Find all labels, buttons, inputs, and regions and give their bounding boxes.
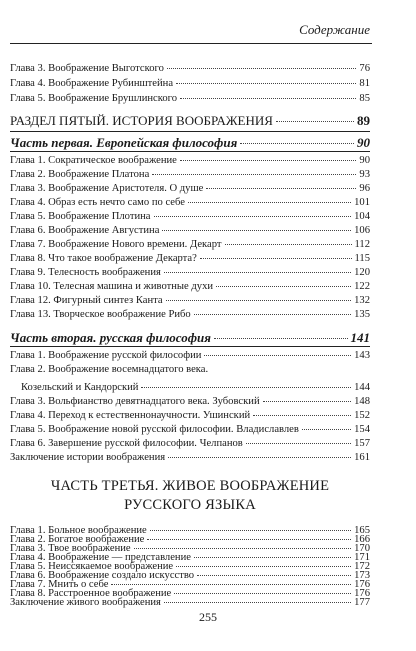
- dot-leader: [164, 271, 351, 273]
- entry-title: Глава 6. Воображение Августина: [10, 225, 160, 236]
- dot-leader: [176, 565, 351, 567]
- toc-entry: [10, 154, 370, 167]
- part-rule: [10, 346, 370, 347]
- entry-title: Глава 5. Воображение новой русской философии. Владиславлев: [10, 424, 299, 435]
- entry-title: Глава 13. Творческое воображение Рибо: [10, 309, 191, 320]
- dot-leader: [246, 442, 351, 444]
- dot-leader: [152, 173, 356, 175]
- entry-page: 157: [354, 438, 370, 449]
- page-number: 255: [199, 610, 217, 624]
- dot-leader: [166, 299, 352, 301]
- dot-leader: [154, 215, 352, 217]
- toc-entry: [10, 437, 370, 450]
- entry-page: 171: [354, 552, 370, 563]
- entry-title: Глава 1. Воображение русской философии: [10, 350, 202, 361]
- dot-leader: [253, 414, 351, 416]
- entry-page: 176: [354, 588, 370, 599]
- section-rule: [10, 131, 370, 132]
- entry-page: 144: [354, 382, 370, 393]
- entry-title: Глава 2. Воображение восемнадцатого века.: [10, 364, 209, 375]
- entry-page: 177: [354, 597, 370, 608]
- toc-entry: [10, 363, 370, 376]
- toc-entry: [10, 77, 370, 90]
- toc-entry: [10, 349, 370, 362]
- entry-page: 81: [359, 78, 370, 89]
- entry-page: 166: [354, 534, 370, 545]
- dot-leader: [174, 592, 351, 594]
- dot-leader: [214, 337, 348, 339]
- dot-leader: [216, 285, 351, 287]
- part-title: Часть первая. Европейская философия: [10, 135, 238, 150]
- toc-entry: [10, 182, 370, 195]
- dot-leader: [111, 583, 351, 585]
- entry-title: Глава 7. Воображение Нового времени. Декарт: [10, 239, 222, 250]
- entry-page: 172: [354, 561, 370, 572]
- part-page: 90: [357, 135, 370, 150]
- toc-entry: [10, 168, 370, 181]
- part-title: Часть вторая. русская философия: [10, 330, 211, 345]
- part-rule: [10, 151, 370, 152]
- entry-title: Глава 7. Мнить о себе: [10, 579, 109, 590]
- toc-entry: [10, 395, 370, 408]
- entry-title: Глава 4. Воображение — представление: [10, 552, 191, 563]
- entry-title: Заключение живого воображения: [10, 597, 161, 608]
- entry-page: 148: [354, 396, 370, 407]
- toc-entry: [10, 381, 370, 394]
- entry-page: 154: [354, 424, 370, 435]
- entry-title: Глава 8. Расстроенное воображение: [10, 588, 172, 599]
- running-head: Содержание: [299, 22, 370, 37]
- entry-page: 96: [359, 183, 370, 194]
- entry-page: 85: [359, 93, 370, 104]
- section-heading: [10, 113, 370, 129]
- entry-page: 176: [354, 579, 370, 590]
- header-rule: [10, 43, 372, 44]
- dot-leader: [162, 229, 351, 231]
- dot-leader: [188, 201, 351, 203]
- part-heading: [10, 330, 370, 346]
- dot-leader: [200, 257, 352, 259]
- entry-page: 90: [359, 155, 370, 166]
- toc-entry: [10, 280, 370, 293]
- dot-leader: [180, 97, 356, 99]
- entry-title: Глава 2. Богатое воображение: [10, 534, 145, 545]
- toc-entry: [10, 92, 370, 105]
- entry-title: Глава 5. Неиссякаемое воображение: [10, 561, 174, 572]
- entry-page: 135: [354, 309, 370, 320]
- toc-entry: [10, 596, 370, 609]
- entry-title: Глава 8. Что такое воображение Декарта?: [10, 253, 197, 264]
- entry-page: 152: [354, 410, 370, 421]
- entry-page: 173: [354, 570, 370, 581]
- part3-title-line1: ЧАСТЬ ТРЕТЬЯ. ЖИВОЕ ВООБРАЖЕНИЕ: [50, 478, 330, 494]
- entry-page: 101: [354, 197, 370, 208]
- entry-page: 143: [354, 350, 370, 361]
- entry-page: 122: [354, 281, 370, 292]
- entry-title: Глава 9. Телесность воображения: [10, 267, 161, 278]
- dot-leader: [168, 456, 351, 458]
- dot-leader: [206, 187, 356, 189]
- dot-leader: [147, 538, 351, 540]
- entry-title: Глава 6. Воображение создало искусство: [10, 570, 195, 581]
- entry-title: Глава 3. Вольфианство девятнадцатого века. Зубовский: [10, 396, 260, 407]
- dot-leader: [197, 574, 351, 576]
- part-page: 141: [350, 330, 370, 345]
- entry-title: Глава 3. Воображение Выготского: [10, 63, 164, 74]
- entry-title: Глава 2. Воображение Платона: [10, 169, 150, 180]
- dot-leader: [176, 82, 356, 84]
- entry-title: Глава 3. Твое воображение: [10, 543, 131, 554]
- dot-leader: [180, 159, 357, 161]
- toc-entry: [10, 266, 370, 279]
- section-page: 89: [357, 113, 370, 128]
- entry-title: Глава 4. Воображение Рубинштейна: [10, 78, 174, 89]
- dot-leader: [276, 120, 354, 122]
- entry-page: 120: [354, 267, 370, 278]
- entry-title: Глава 10. Телесная машина и животные духи: [10, 281, 214, 292]
- entry-title: Глава 6. Завершение русской философии. Челпанов: [10, 438, 243, 449]
- toc-entry: [10, 210, 370, 223]
- dot-leader: [164, 601, 351, 603]
- entry-page: 165: [354, 525, 370, 536]
- toc-entry: [10, 196, 370, 209]
- part3-title-line2: РУССКОГО ЯЗЫКА: [124, 497, 256, 513]
- entry-page: 132: [354, 295, 370, 306]
- dot-leader: [225, 243, 352, 245]
- dot-leader: [263, 400, 352, 402]
- dot-leader: [167, 67, 356, 69]
- entry-title: Глава 12. Фигурный синтез Канта: [10, 295, 163, 306]
- dot-leader: [204, 354, 351, 356]
- entry-page: 170: [354, 543, 370, 554]
- toc-entry: [10, 62, 370, 75]
- toc-entry: [10, 409, 370, 422]
- dot-leader: [194, 313, 351, 315]
- entry-title: Заключение истории воображения: [10, 452, 166, 463]
- entry-page: 104: [354, 211, 370, 222]
- entry-title: Глава 3. Воображение Аристотеля. О душе: [10, 183, 204, 194]
- toc-entry: [10, 238, 370, 251]
- dot-leader: [194, 556, 351, 558]
- toc-entry: [10, 294, 370, 307]
- entry-page: 161: [354, 452, 370, 463]
- toc-entry: [10, 308, 370, 321]
- dot-leader: [141, 386, 351, 388]
- toc-entry: [10, 224, 370, 237]
- entry-page: 93: [359, 169, 370, 180]
- entry-title: Глава 1. Сократическое воображение: [10, 155, 177, 166]
- toc-entry: [10, 252, 370, 265]
- entry-title: Глава 5. Воображение Брушлинского: [10, 93, 178, 104]
- dot-leader: [150, 529, 351, 531]
- dot-leader: [302, 428, 351, 430]
- entry-page: 106: [354, 225, 370, 236]
- part-heading: [10, 135, 370, 151]
- entry-title: Глава 4. Переход к естественнонаучности. Ушинский: [10, 410, 251, 421]
- entry-page: 112: [354, 239, 370, 250]
- entry-page: 115: [354, 253, 370, 264]
- dot-leader: [134, 547, 352, 549]
- toc-entry: [10, 451, 370, 464]
- entry-title: Глава 5. Воображение Плотина: [10, 211, 151, 222]
- entry-title: Глава 4. Образ есть нечто само по себе: [10, 197, 185, 208]
- entry-title: Глава 1. Больное воображение: [10, 525, 147, 536]
- entry-page: 76: [359, 63, 370, 74]
- dot-leader: [240, 142, 354, 144]
- entry-title: Козельский и Кандорский: [21, 382, 139, 393]
- section-title: РАЗДЕЛ ПЯТЫЙ. ИСТОРИЯ ВООБРАЖЕНИЯ: [10, 113, 273, 128]
- toc-entry: [10, 423, 370, 436]
